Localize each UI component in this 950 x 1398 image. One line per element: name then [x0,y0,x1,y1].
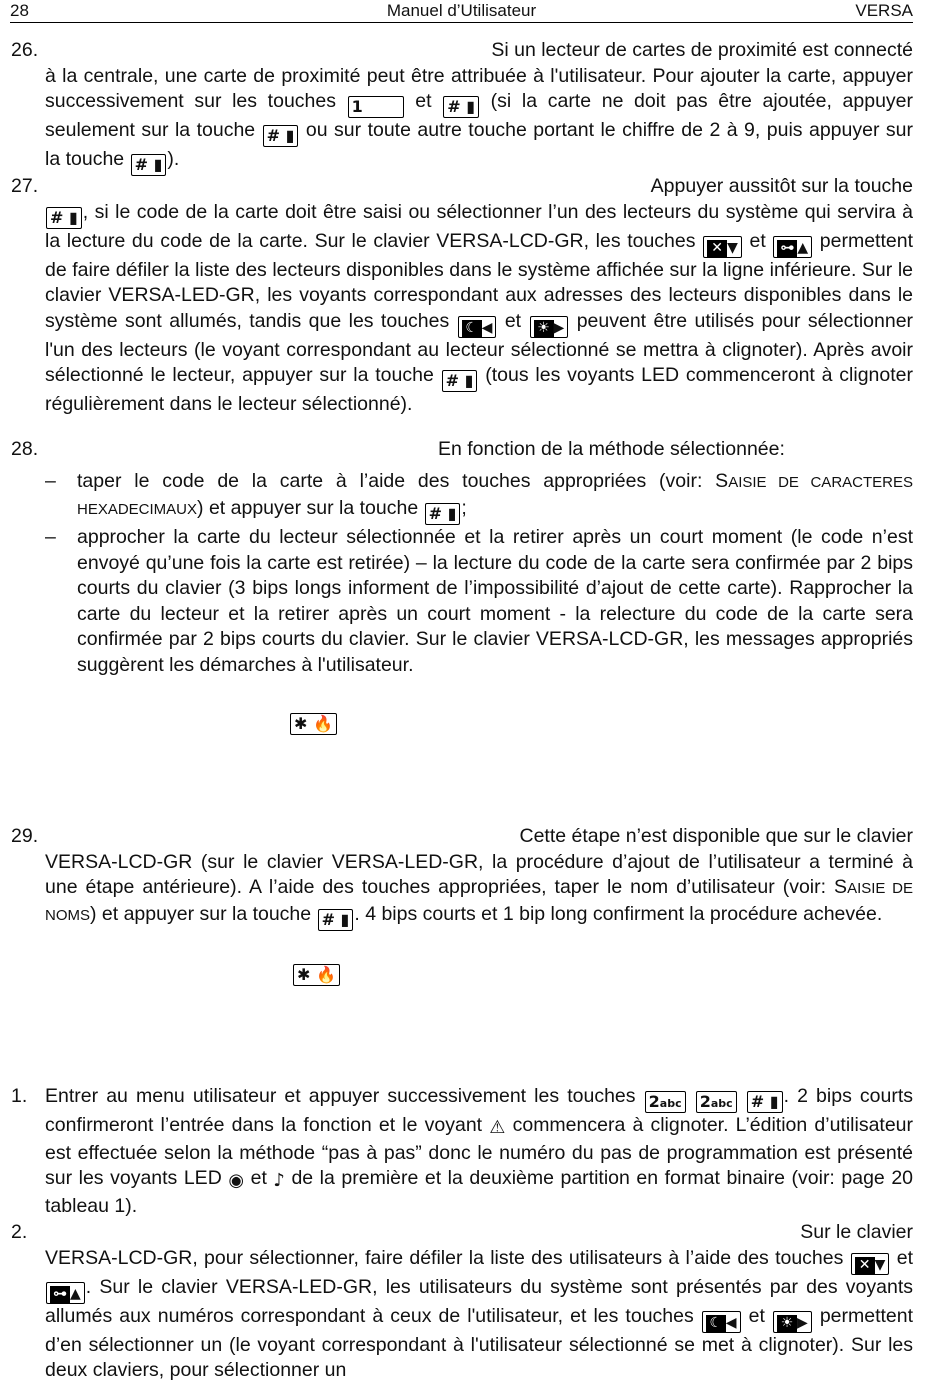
step-number: 27. [11,175,39,197]
step-text: . Sur le clavier VERSA-LED-GR, les utilisateurs du système sont présentés par des voyants allumés aux numéros correspondant à ceux de l'utilisateur, et les touches [45,1275,913,1327]
key-moon-left-icon: ☾ ◀ [702,1311,741,1333]
step-text: de la première et la deuxième partition en format binaire (voir: page 20 tableau 1). [45,1167,914,1217]
step-text: et [749,229,766,252]
key-1-icon: 1 [348,96,404,118]
step-text: . 4 bips courts et 1 bip long confirment la procédure achevée. [354,902,883,925]
step-text-smallcaps: AISIE DE NOMS [45,880,913,924]
step-text: . 2 bips courts confirmeront l’entrée dans la fonction et le voyant [45,1085,914,1136]
step-28-option-1 [11,469,913,525]
key-hash-icon: # ▮ [131,154,167,176]
step-text: à la centrale, une carte de proximité peut être attribuée à l'utilisateur. Pour ajouter la carte, appuyer successivement sur les touches [45,64,913,112]
list-dash: – [45,526,56,548]
key-hash-icon: # ▮ [747,1091,783,1113]
step-27 [11,174,913,418]
step-lead: Sur le clavier [800,1221,913,1243]
step-text: , si le code de la carte doit être saisi ou sélectionner l’un des lecteurs du système qui servira à la lecture du code de la carte. Sur le clavier VERSA-LCD-GR, les touches [45,200,913,252]
header-product: VERSA [855,1,913,20]
key-2abc-icon: 2abc [645,1091,686,1113]
step-number: 1. [11,1085,28,1107]
key-moon-left-icon: ☾ ◀ [458,316,497,338]
step-lead: Si un lecteur de cartes de proximité est connecté [491,39,913,61]
option-text: ) et appuyer sur la touche [197,496,419,519]
step-text: ) et appuyer sur la touche [90,902,312,925]
warning-led-icon: ⚠ [489,1117,506,1138]
step-29 [11,824,913,931]
key-hash-icon: # ▮ [425,503,461,525]
step-text: permettent d’en sélectionner un (le voyant correspondant à l'utilisateur sélectionné se met à clignoter). Sur les deux claviers, pour sélectionner un [45,1304,914,1381]
step-lead: Cette étape n’est disponible que sur le clavier [519,825,913,847]
step-text: VERSA-LCD-GR (sur le clavier VERSA-LED-GR, la procédure d’ajout de l’utilisateur a terminé à une étape antérieure). A l’aide des touches appropriées, taper le nom d’utilisateur (voir: S [45,850,913,898]
step-number: 28. [11,438,39,460]
alarm-led-icon: ♪ [273,1170,285,1191]
step-text: (si la carte ne doit pas être ajoutée, appuyer seulement sur la touche [45,90,914,141]
step-text: commencera à clignoter. L’édition d’utilisateur est effectuée selon la méthode “pas à pas” donc le numéro du pas de programmation est présenté sur les voyants LED [45,1114,914,1189]
step-text: VERSA-LCD-GR, pour sélectionner, faire défiler la liste des utilisateurs à l’aide des touches [45,1246,844,1269]
key-key-up-icon: ⊶ ▲ [46,1282,85,1304]
step-lead: En fonction de la méthode sélectionnée: [438,438,785,460]
step-text: et [896,1246,914,1269]
step-text: et [415,90,432,112]
step-text: et [748,1304,765,1327]
step-number: 2. [11,1221,28,1243]
key-hash-icon: # ▮ [442,370,478,392]
step-text: permettent de faire défiler la liste des lecteurs disponibles dans le système affichée sur la ligne inférieure. Sur le clavier VERSA-LED-GR, les voyants correspondant aux adresses des lecteurs disponibles dans le système sont allumés, tandis que les touches [45,229,913,332]
key-sun-right-icon: ☀ ▶ [773,1311,812,1333]
key-x-down-icon: ✕ ▼ [851,1253,890,1275]
key-hash-icon: # ▮ [46,207,82,229]
step-text: et [250,1167,267,1189]
step-text: peuvent être utilisés pour sélectionner l'un des lecteurs (le voyant correspondant au lecteur sélectionné se mettra à clignoter). Après avoir sélectionné le lecteur, appuyer sur la touche [45,309,914,386]
option-text: approcher la carte du lecteur sélectionnée et la retirer après un court moment (le code n’est envoyé qu’une fois la carte est retirée) – la lecture du code de la carte sera confirmée par 2 bips courts du clavier (3 bips longs informent de l’impossibilité d’ajout de cette carte). Rapprocher la carte du lecteur et la retirer après un court moment - la relecture du code de la carte sera confirmée par 2 bips courts du clavier. Sur le clavier VERSA-LCD-GR, les messages appropriés suggèrent les démarches à l'utilisateur. [77,526,913,676]
eye-led-icon: ◉ [228,1170,245,1191]
key-x-down-icon: ✕ ▼ [703,236,742,258]
page-header [10,0,913,23]
key-star-fire-icon: ✱ 🔥 [290,713,337,735]
step-number: 29. [11,825,39,847]
key-star-fire-icon: ✱ 🔥 [293,964,340,986]
step-28 [11,437,913,463]
step-28-option-2 [11,525,913,678]
page-number: 28 [10,1,29,20]
option-text: taper le code de la carte à l’aide des touches appropriées (voir: S [77,470,729,492]
key-hash-icon: # ▮ [318,909,354,931]
procedure-step-1 [11,1084,913,1219]
step-text: Entrer au menu utilisateur et appuyer successivement les touches [45,1085,636,1107]
key-hash-icon: # ▮ [263,125,299,147]
step-text: ou sur toute autre touche portant le chiffre de 2 à 9, puis appuyer sur la touche [45,119,914,170]
option-text-smallcaps: AISIE DE CARACTERES HEXADECIMAUX [77,474,913,518]
step-lead: Appuyer aussitôt sur la touche [650,175,913,197]
list-dash: – [45,470,56,492]
step-26 [11,38,913,176]
key-key-up-icon: ⊶ ▲ [773,236,812,258]
key-sun-right-icon: ☀ ▶ [530,316,569,338]
option-text: ; [461,496,467,519]
step-text: (tous les voyants LED commenceront à clignoter régulièrement dans le lecteur sélectionné). [45,364,913,415]
step-number: 26. [11,39,39,61]
procedure-step-2 [11,1220,913,1384]
key-hash-icon: # ▮ [443,96,479,118]
header-title: Manuel d’Utilisateur [386,1,537,20]
key-2abc-icon: 2abc [696,1091,737,1113]
step-text: et [504,309,522,332]
step-text: ). [167,148,180,170]
